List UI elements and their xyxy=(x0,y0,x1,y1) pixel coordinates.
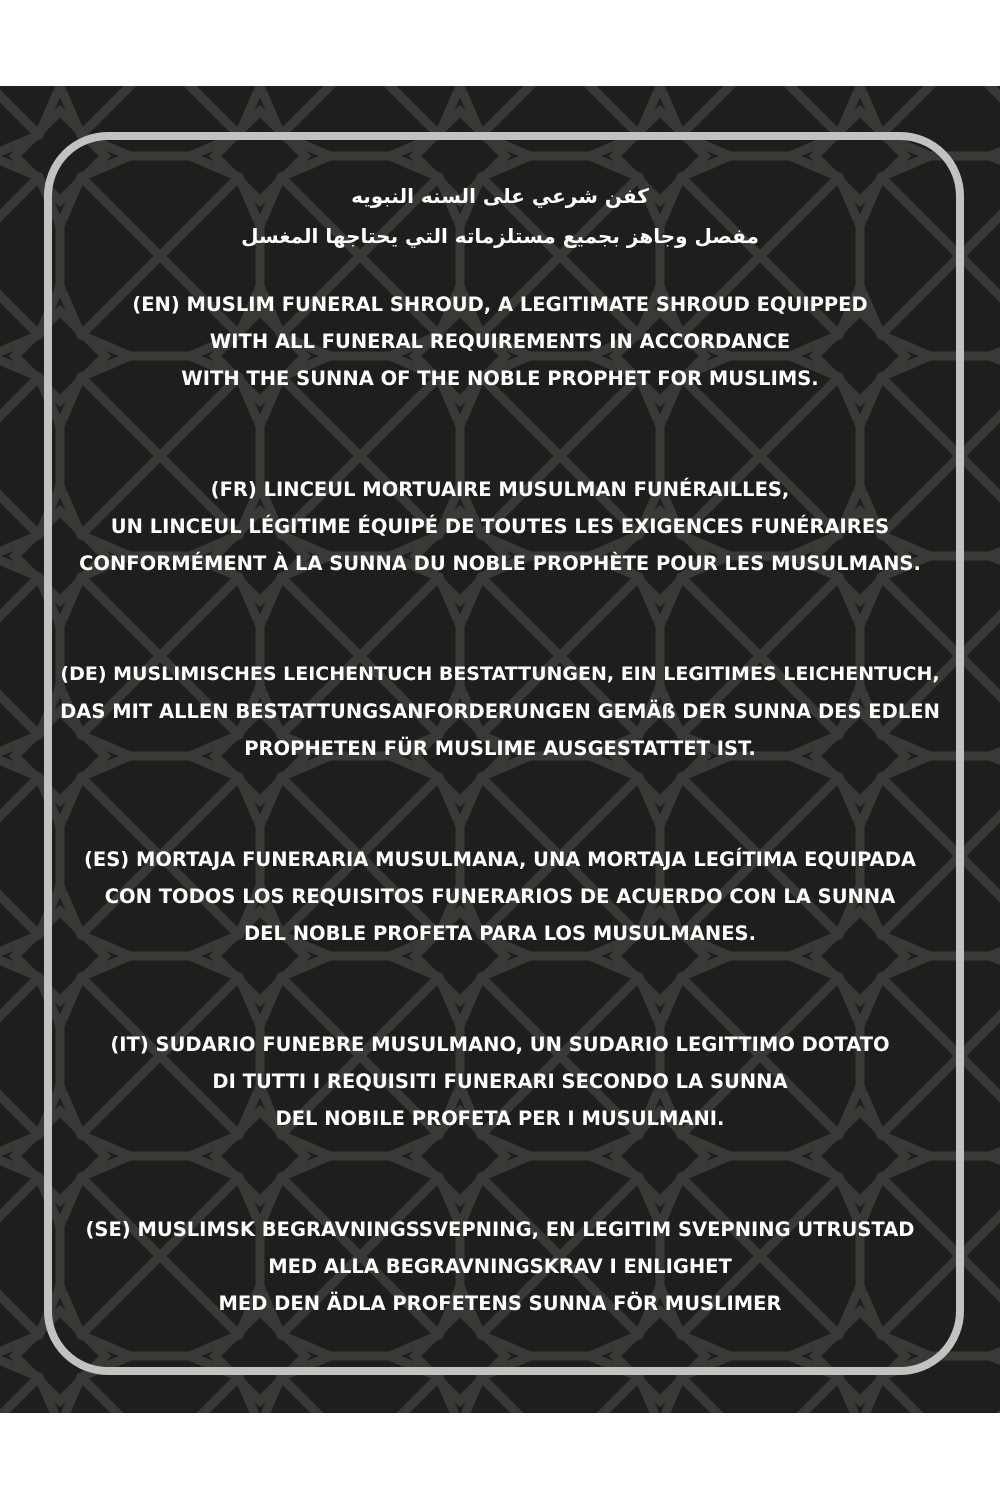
description-line: (SE) MUSLIMSK BEGRAVNINGSSVEPNING, EN LEGITIM SVEPNING UTRUSTAD xyxy=(85,1218,915,1241)
description-line: (IT) SUDARIO FUNEBRE MUSULMANO, UN SUDARIO LEGITTIMO DOTATO xyxy=(110,1033,890,1056)
description-line: MED DEN ÄDLA PROFETENS SUNNA FÖR MUSLIMER xyxy=(218,1292,782,1315)
description-line: (ES) MORTAJA FUNERARIA MUSULMANA, UNA MORTAJA LEGÍTIMA EQUIPADA xyxy=(83,848,917,871)
description-block-es xyxy=(60,841,940,952)
description-line: DEL NOBLE PROFETA PARA LOS MUSULMANES. xyxy=(244,922,756,945)
description-line: DEL NOBILE PROFETA PER I MUSULMANI. xyxy=(275,1107,725,1130)
description-line: WITH THE SUNNA OF THE NOBLE PROPHET FOR MUSLIMS. xyxy=(181,367,819,390)
description-line: (DE) MUSLIMISCHES LEICHENTUCH BESTATTUNGEN, EIN LEGITIMES LEICHENTUCH, xyxy=(60,663,940,685)
description-line: WITH ALL FUNERAL REQUIREMENTS IN ACCORDANCE xyxy=(209,330,791,353)
description-block-en xyxy=(60,286,940,397)
description-line: CONFORMÉMENT À LA SUNNA DU NOBLE PROPHÈTE POUR LES MUSULMANS. xyxy=(79,552,921,575)
description-line: PROPHETEN FÜR MUSLIME AUSGESTATTET IST. xyxy=(244,737,756,760)
description-line: DAS MIT ALLEN BESTATTUNGSANFORDERUNGEN GEMÄß DER SUNNA DES EDLEN xyxy=(60,700,940,723)
description-line: DI TUTTI I REQUISITI FUNERARI SECONDO LA SUNNA xyxy=(212,1070,788,1093)
description-line: UN LINCEUL LÉGITIME ÉQUIPÉ DE TOUTES LES EXIGENCES FUNÉRAIRES xyxy=(110,515,890,538)
description-line: MED ALLA BEGRAVNINGSKRAV I ENLIGHET xyxy=(268,1255,732,1278)
description-block-se xyxy=(60,1211,940,1322)
description-block-de xyxy=(60,656,940,767)
description-line: CON TODOS LOS REQUISITOS FUNERARIOS DE ACUERDO CON LA SUNNA xyxy=(104,885,896,908)
description-block-it xyxy=(60,1026,940,1137)
arabic-title-line-1: كفن شرعي على السنه النبويه xyxy=(351,184,649,208)
content-panel xyxy=(0,86,1000,1413)
arabic-title-line-2: مفصل وجاهز بجميع مستلزماته التي يحتاجها المغسل xyxy=(241,224,759,248)
description-line: (EN) MUSLIM FUNERAL SHROUD, A LEGITIMATE SHROUD EQUIPPED xyxy=(132,293,868,316)
text-content xyxy=(0,86,1000,1413)
description-line: (FR) LINCEUL MORTUAIRE MUSULMAN FUNÉRAILLES, xyxy=(210,478,790,501)
description-block-fr xyxy=(60,471,940,582)
